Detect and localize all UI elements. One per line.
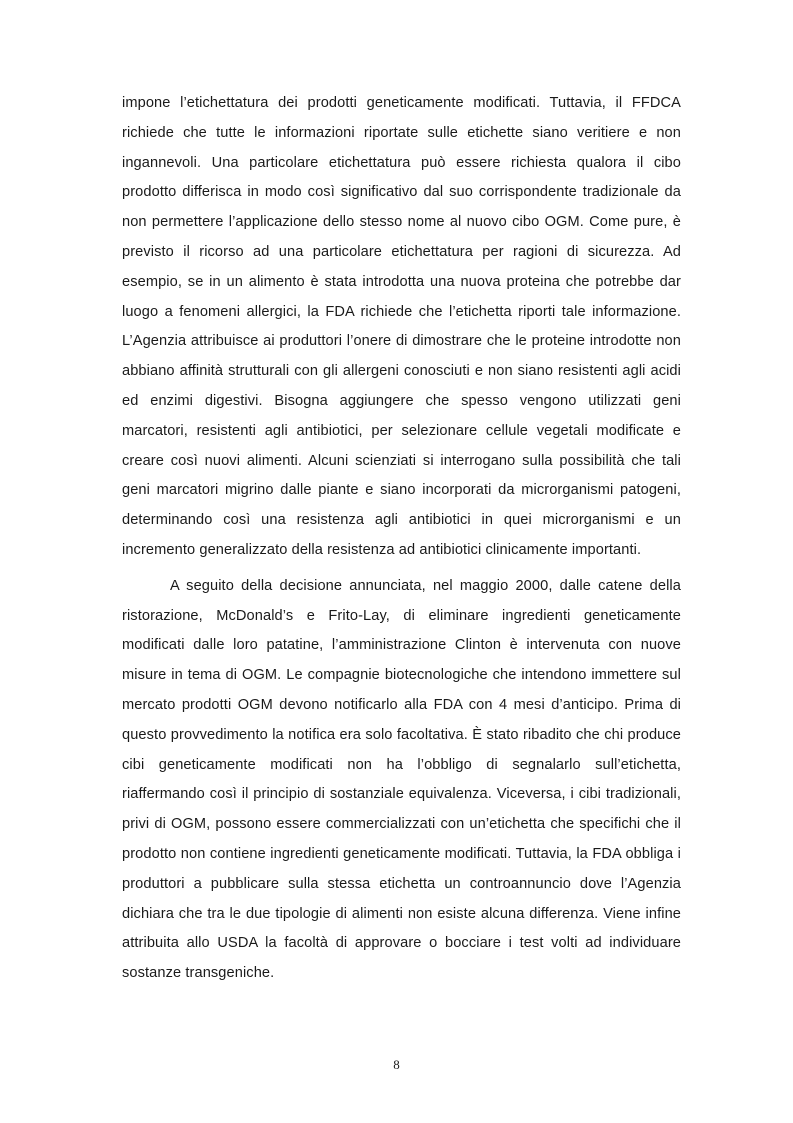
body-text [122, 89, 681, 989]
paragraph-1: impone l’etichettatura dei prodotti geneticamente modificati. Tuttavia, il FFDCA richiede che tutte le informazioni riportate sulle etichette siano veritiere e non ingannevoli. Una particolare etichettatura può essere richiesta qualora il cibo prodotto differisca in modo così significativo dal suo corrispondente tradizionale da non permettere l’applicazione dello stesso nome al nuovo cibo OGM. Come pure, è previsto il ricorso ad una particolare etichettatura per ragioni di sicurezza. Ad esempio, se in un alimento è stata introdotta una nuova proteina che potrebbe dar luogo a fenomeni allergici, la FDA richiede che l’etichetta riporti tale informazione. L’Agenzia attribuisce ai produttori l’onere di dimostrare che le proteine introdotte non abbiano affinità strutturali con gli allergeni conosciuti e non siano resistenti agli acidi ed enzimi digestivi. Bisogna aggiungere che spesso vengono utilizzati geni marcatori, resistenti agli antibiotici, per selezionare cellule vegetali modificate e creare così nuovi alimenti. Alcuni scienziati si interrogano sulla possibilità che tali geni marcatori migrino dalle piante e siano incorporati da microrganismi patogeni, determinando così una resistenza agli antibiotici in quei microrganismi e un incremento generalizzato della resistenza ad antibiotici clinicamente importanti. [122, 95, 681, 558]
paragraph-2: A seguito della decisione annunciata, nel maggio 2000, dalle catene della ristorazione, McDonald’s e Frito-Lay, di eliminare ingredienti geneticamente modificati dalle loro patatine, l’amministrazione Clinton è intervenuta con nuove misure in tema di OGM. Le compagnie biotecnologiche che intendono immettere sul mercato prodotti OGM devono notificarlo alla FDA con 4 mesi d’anticipo. Prima di questo provvedimento la notifica era solo facoltativa. È stato ribadito che chi produce cibi geneticamente modificati non ha l’obbligo di segnalarlo sull’etichetta, riaffermando così il principio di sostanziale equivalenza. Viceversa, i cibi tradizionali, privi di OGM, possono essere commercializzati con un’etichetta che specifichi che il prodotto non contiene ingredienti geneticamente modificati. Tuttavia, la FDA obbliga i produttori a pubblicare sulla stessa etichetta un controannuncio dove l’Agenzia dichiara che tra le due tipologie di alimenti non esiste alcuna differenza. Viene infine attribuita allo USDA la facoltà di approvare o bocciare i test volti ad individuare sostanze transgeniche. [122, 577, 681, 982]
page-number: 8 [393, 1057, 400, 1072]
